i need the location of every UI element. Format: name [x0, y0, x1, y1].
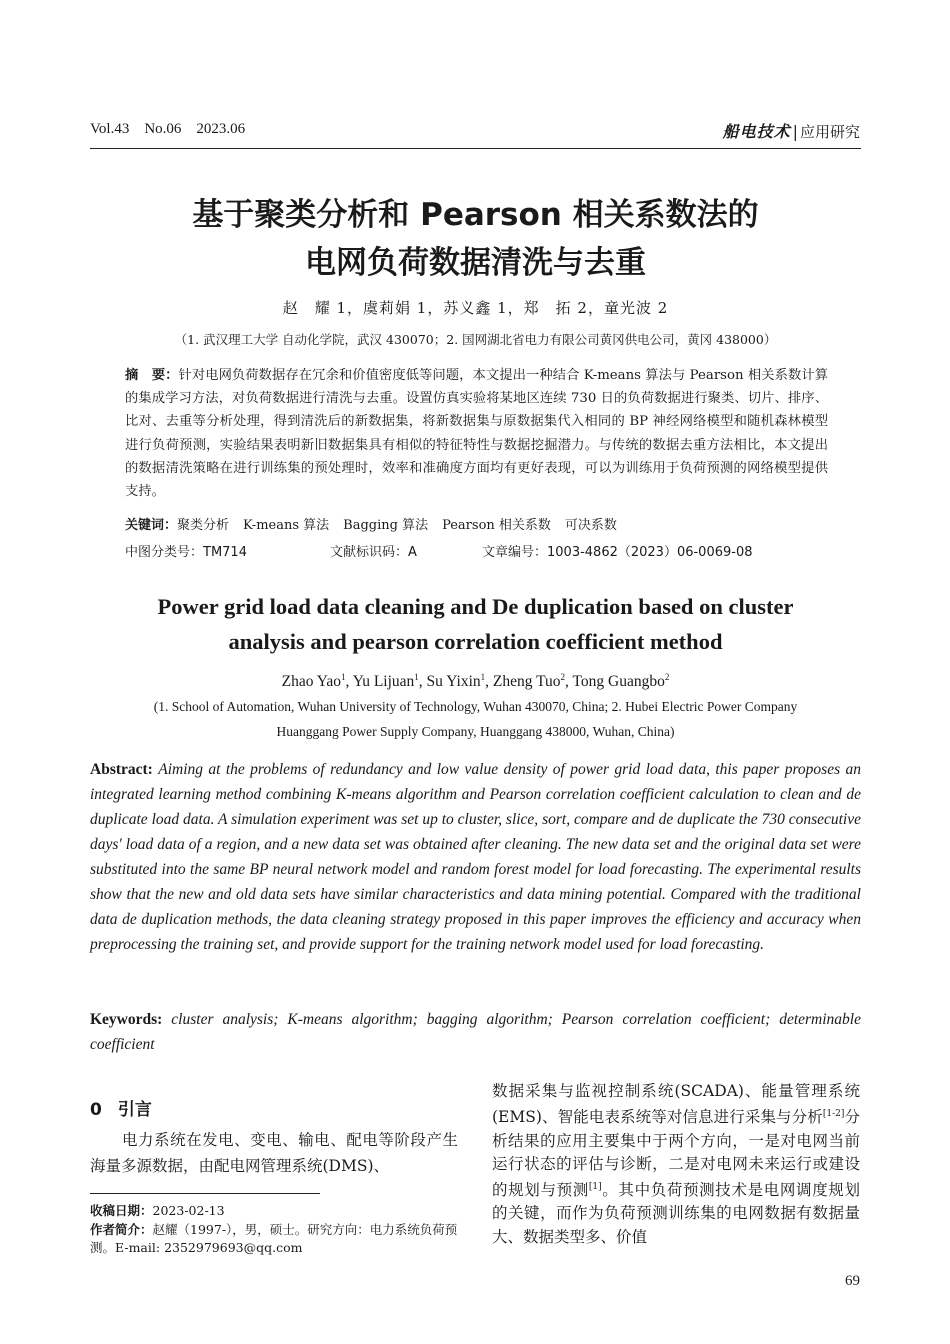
cn-keywords	[125, 514, 828, 533]
en-affiliation-line1: (1. School of Automation, Wuhan University of Technology, Wuhan 430070, China; 2. Hubei Electric Power Company	[153, 699, 798, 714]
cn-keyword: 聚类分析	[177, 518, 230, 533]
received-label: 收稿日期：	[90, 1203, 153, 1218]
en-title-line2: analysis and pearson correlation coefficient method	[228, 629, 723, 654]
cn-title-line1: 基于聚类分析和 Pearson 相关系数法的	[192, 197, 759, 233]
en-author-sup: 1	[480, 672, 486, 682]
section-title: 引言	[117, 1100, 152, 1120]
en-affiliation-line2: Huanggang Power Supply Company, Huanggang 438000, Wuhan, China)	[276, 724, 675, 739]
received-date	[90, 1202, 458, 1221]
en-keywords-text: cluster analysis; K-means algorithm; bagging algorithm; Pearson correlation coefficient; determinable coefficient	[90, 1011, 861, 1053]
en-author-sup: 2	[664, 672, 670, 682]
en-author-name: Zheng Tuo	[492, 673, 561, 691]
en-keywords-label: Keywords:	[90, 1011, 163, 1028]
citation: [1-2]	[822, 1109, 845, 1120]
en-author-name: Zhao Yao	[281, 673, 342, 691]
journal-header	[723, 119, 860, 142]
cn-authors: 赵 耀 1，虞莉娟 1，苏义鑫 1，郑 拓 2，童光波 2	[282, 299, 669, 317]
en-abstract-text: Aiming at the problems of redundancy and low value density of power grid load data, this paper proposes an integrated learning method combining K-means algorithm and Pearson correlation coefficient calculation to clean and de duplicate load data. A simulation experiment was set up to cluster, slice, sort, compare and de duplicate the 730 consecutive days' load data of a region, and a new data set was obtained after cleaning. The new data set and the original data set were substituted into the same BP neural network model and random forest model for load forecasting. The experimental results show that the new and old data sets have similar characteristics and data mining potential. Compared with the traditional data de duplication methods, the data cleaning strategy proposed in this paper improves the efficiency and accuracy when preprocessing the training set, and provide support for the training network model used for load forecasting.	[90, 761, 861, 953]
en-author-sup: 2	[560, 672, 566, 682]
cn-keyword: 可决系数	[564, 518, 617, 533]
author-bio-text: 赵耀（1997-），男，硕士。研究方向：电力系统负荷预测。E-mail: 2352979693@qq.com	[90, 1221, 458, 1255]
intro-text: 分析结果的应用主要集中于两个方向，一是对电网当前运行状态的评估与诊断，二是对电网未来运行或建设的规划与预测	[492, 1108, 860, 1200]
en-authors: Zhao Yao$^1$, Yu Lijuan$^1$, Su Yixin$^1$, Zheng Tuo$^2$, Tong Guangbo$^2$	[281, 672, 670, 691]
intro-right-paragraph	[492, 1080, 860, 1249]
en-author-sup: 1	[341, 672, 346, 682]
section-name: 应用研究	[799, 123, 860, 141]
document-code: 文献标识码：A	[330, 545, 417, 560]
citation: [1]	[588, 1181, 602, 1192]
en-author-name: Tong Guangbo	[572, 673, 665, 691]
en-title-line1: Power grid load data cleaning and De duplication based on cluster	[157, 594, 794, 619]
issue-info: Vol.43 No.06 2023.06	[90, 121, 246, 137]
article-number: 文章编号：1003-4862（2023）06-0069-08	[482, 545, 753, 560]
footnote-rule	[90, 1193, 320, 1194]
page-number: 69	[845, 1273, 860, 1289]
journal-name: 船电技术	[722, 122, 791, 141]
received-value: 2023-02-13	[152, 1203, 225, 1218]
section-heading	[90, 1095, 152, 1120]
en-abstract-label: Abstract:	[90, 761, 153, 778]
author-bio	[90, 1221, 458, 1258]
cn-affiliation: （1. 武汉理工大学 自动化学院，武汉 430070；2. 国网湖北省电力有限公司黄冈供电公司，黄冈 438000）	[174, 332, 777, 347]
cn-abstract-label: 摘 要：	[125, 368, 179, 383]
intro-text: 。其中负荷预测技术是电网调度规划的关键，而作为负荷预测训练集的电网数据有数据量大、数据类型多、价值	[492, 1181, 860, 1246]
cn-abstract	[125, 364, 828, 503]
cn-keyword: Pearson 相关系数	[442, 518, 551, 533]
en-abstract	[90, 757, 861, 957]
header-rule	[90, 148, 861, 149]
header-separator: |	[792, 122, 798, 141]
cn-keywords-label: 关键词：	[125, 518, 178, 533]
en-author-name: Yu Lijuan	[352, 673, 415, 691]
section-number: 0	[90, 1100, 102, 1120]
en-author-sup: 1	[414, 672, 419, 682]
intro-text: 数据采集与监视控制系统(SCADA)、能量管理系统(EMS)、智能电表系统等对信息进行采集与分析	[492, 1082, 860, 1127]
intro-left-paragraph: 电力系统在发电、变电、输电、配电等阶段产生海量多源数据，由配电网管理系统(DMS)、	[90, 1131, 458, 1175]
cn-keyword: Bagging 算法	[343, 518, 429, 533]
en-keywords	[90, 1007, 861, 1057]
cn-keyword: K-means 算法	[243, 518, 330, 533]
cn-abstract-text: 针对电网负荷数据存在冗余和价值密度低等问题，本文提出一种结合 K-means 算法与 Pearson 相关系数计算的集成学习方法，对负荷数据进行清洗与去重。设置仿真实验将某地区连续 730 日的负荷数据进行聚类、切片、排序、比对、去重等分析处理，得到清洗后的新数据集，将新数据集与原数据集代入相同的 BP 神经网络模型和随机森林模型进行负荷预测，实验结果表明新旧数据集具有相似的特征特性与数据挖掘潜力。与传统的数据去重方法相比，本文提出的数据清洗策略在进行训练集的预处理时，效率和准确度方面均有更好表现，可以为训练用于负荷预测的网络模型提供支持。	[125, 368, 828, 500]
cn-title-line2: 电网负荷数据清洗与去重	[305, 245, 646, 281]
author-bio-label: 作者简介：	[90, 1221, 153, 1237]
footnote	[90, 1202, 458, 1258]
clc-number: 中图分类号：TM714	[125, 545, 247, 560]
en-author-name: Su Yixin	[426, 673, 481, 691]
